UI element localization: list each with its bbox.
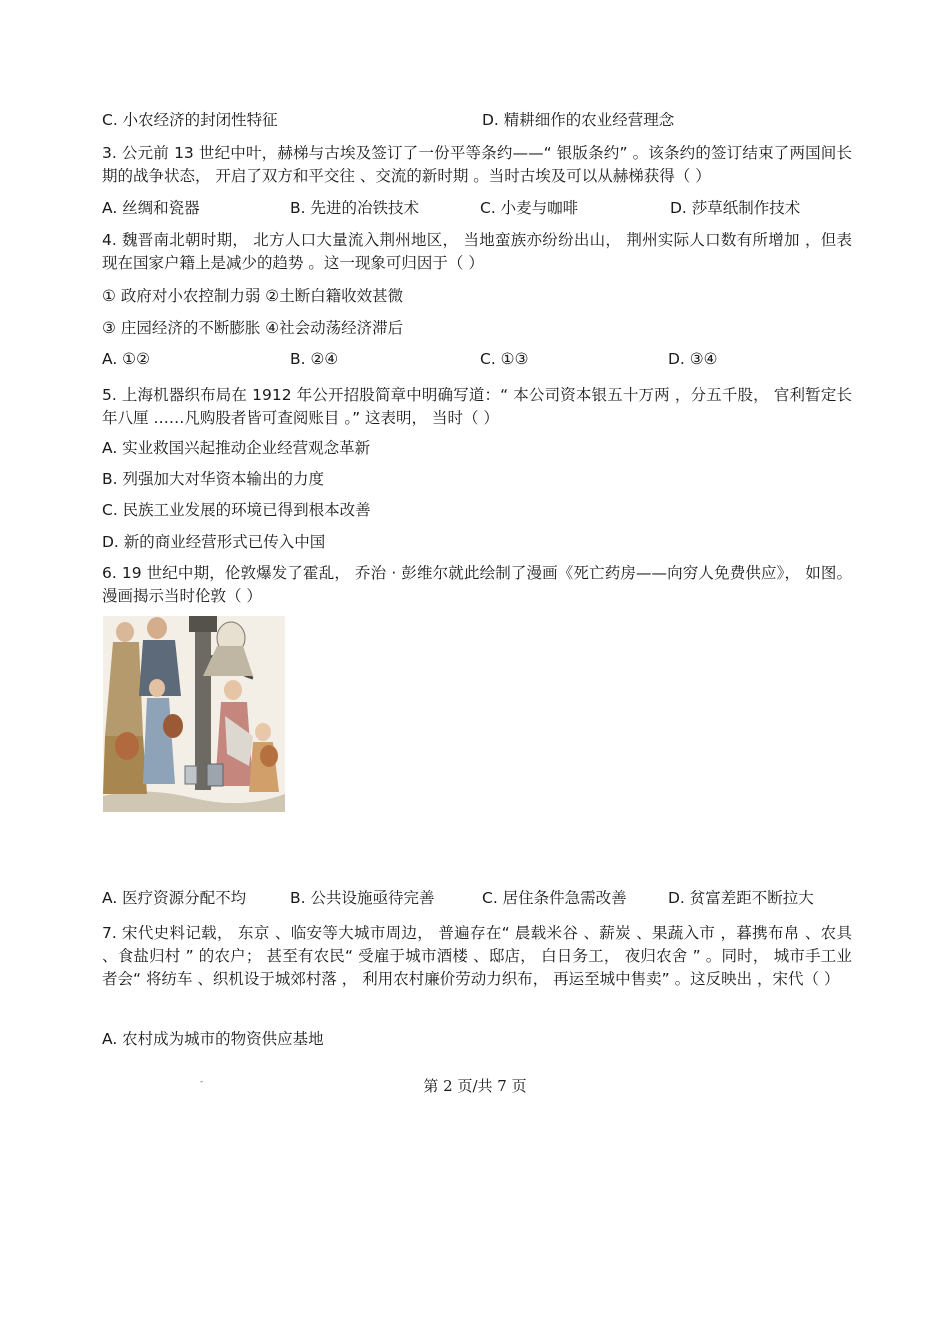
q3-stem: 3. 公元前 13 世纪中叶，赫梯与古埃及签订了一份平等条约——“ 银版条约” 。该条约的签订结束了两国间长期的战争状态， 开启了双方和平交往 、交流的新时期 。当时古埃及可以从赫梯获得（ ） [102, 144, 852, 185]
q5-stem: 5. 上海机器织布局在 1912 年公开招股简章中明确写道：“ 本公司资本银五十万两 ，分五千股， 官利暂定长年八厘 ……凡购股者皆可查阅账目 。” 这表明， 当时（ ） [102, 386, 852, 427]
q5-option-d: D. 新的商业经营形式已传入中国 [102, 533, 326, 551]
q3-option-d: D. 莎草纸制作技术 [670, 199, 801, 217]
q5-option-b: B. 列强加大对华资本输出的力度 [102, 470, 324, 488]
q6-option-a: A. 医疗资源分配不均 [102, 889, 247, 907]
footer-tick-mark: - [200, 1077, 204, 1087]
q4-items-line1: ① 政府对小农控制力弱 ②土断白籍收效甚微 [102, 287, 404, 305]
q6-option-d: D. 贫富差距不断拉大 [668, 889, 814, 907]
q4-option-a: A. ①② [102, 350, 150, 368]
q5-option-a: A. 实业救国兴起推动企业经营观念革新 [102, 439, 371, 457]
q3-option-b: B. 先进的冶铁技术 [290, 199, 419, 217]
q3-option-c: C. 小麦与咖啡 [480, 199, 579, 217]
q4-option-b: B. ②④ [290, 350, 339, 368]
q6-stem: 6. 19 世纪中期，伦敦爆发了霍乱， 乔治 · 彭维尔就此绘制了漫画《死亡药房——向穷人免费供应》， 如图。漫画揭示当时伦敦（ ） [102, 564, 852, 605]
q7-option-a: A. 农村成为城市的物资供应基地 [102, 1030, 324, 1048]
q6-option-b: B. 公共设施亟待完善 [290, 889, 435, 907]
q3-option-a: A. 丝绸和瓷器 [102, 199, 200, 217]
q7-stem: 7. 宋代史料记载， 东京 、临安等大城市周边， 普遍存在“ 晨载米谷 、薪炭 、果蔬入市 ，暮携布帛 、农具 、食盐归村 ” 的农户； 甚至有农民“ 受雇于城市酒楼 、邸店， 白日务工， 夜归农舍 ” 。同时， 城市手工业者会“ 将纺车 、织机设于城郊村落 ， 利用农村廉价劳动力织布， 再运至城中售卖” 。这反映出 ，宋代（ ） [102, 924, 852, 988]
q4-option-d: D. ③④ [668, 350, 718, 368]
q6-option-c: C. 居住条件急需改善 [482, 889, 627, 907]
page-number: 第 2 页/共 7 页 [423, 1077, 527, 1095]
q4-stem: 4. 魏晋南北朝时期， 北方人口大量流入荆州地区， 当地蛮族亦纷纷出山， 荆州实际人口数有所增加 ，但表现在国家户籍上是减少的趋势 。这一现象可归因于（ ） [102, 231, 852, 272]
q2-option-c: C. 小农经济的封闭性特征 [102, 111, 278, 129]
q4-option-c: C. ①③ [480, 350, 529, 368]
q5-option-c: C. 民族工业发展的环境已得到根本改善 [102, 501, 371, 519]
cartoon-illustration [103, 616, 285, 812]
q4-items-line2: ③ 庄园经济的不断膨胀 ④社会动荡经济滞后 [102, 319, 404, 337]
q2-option-d: D. 精耕细作的农业经营理念 [482, 111, 675, 129]
